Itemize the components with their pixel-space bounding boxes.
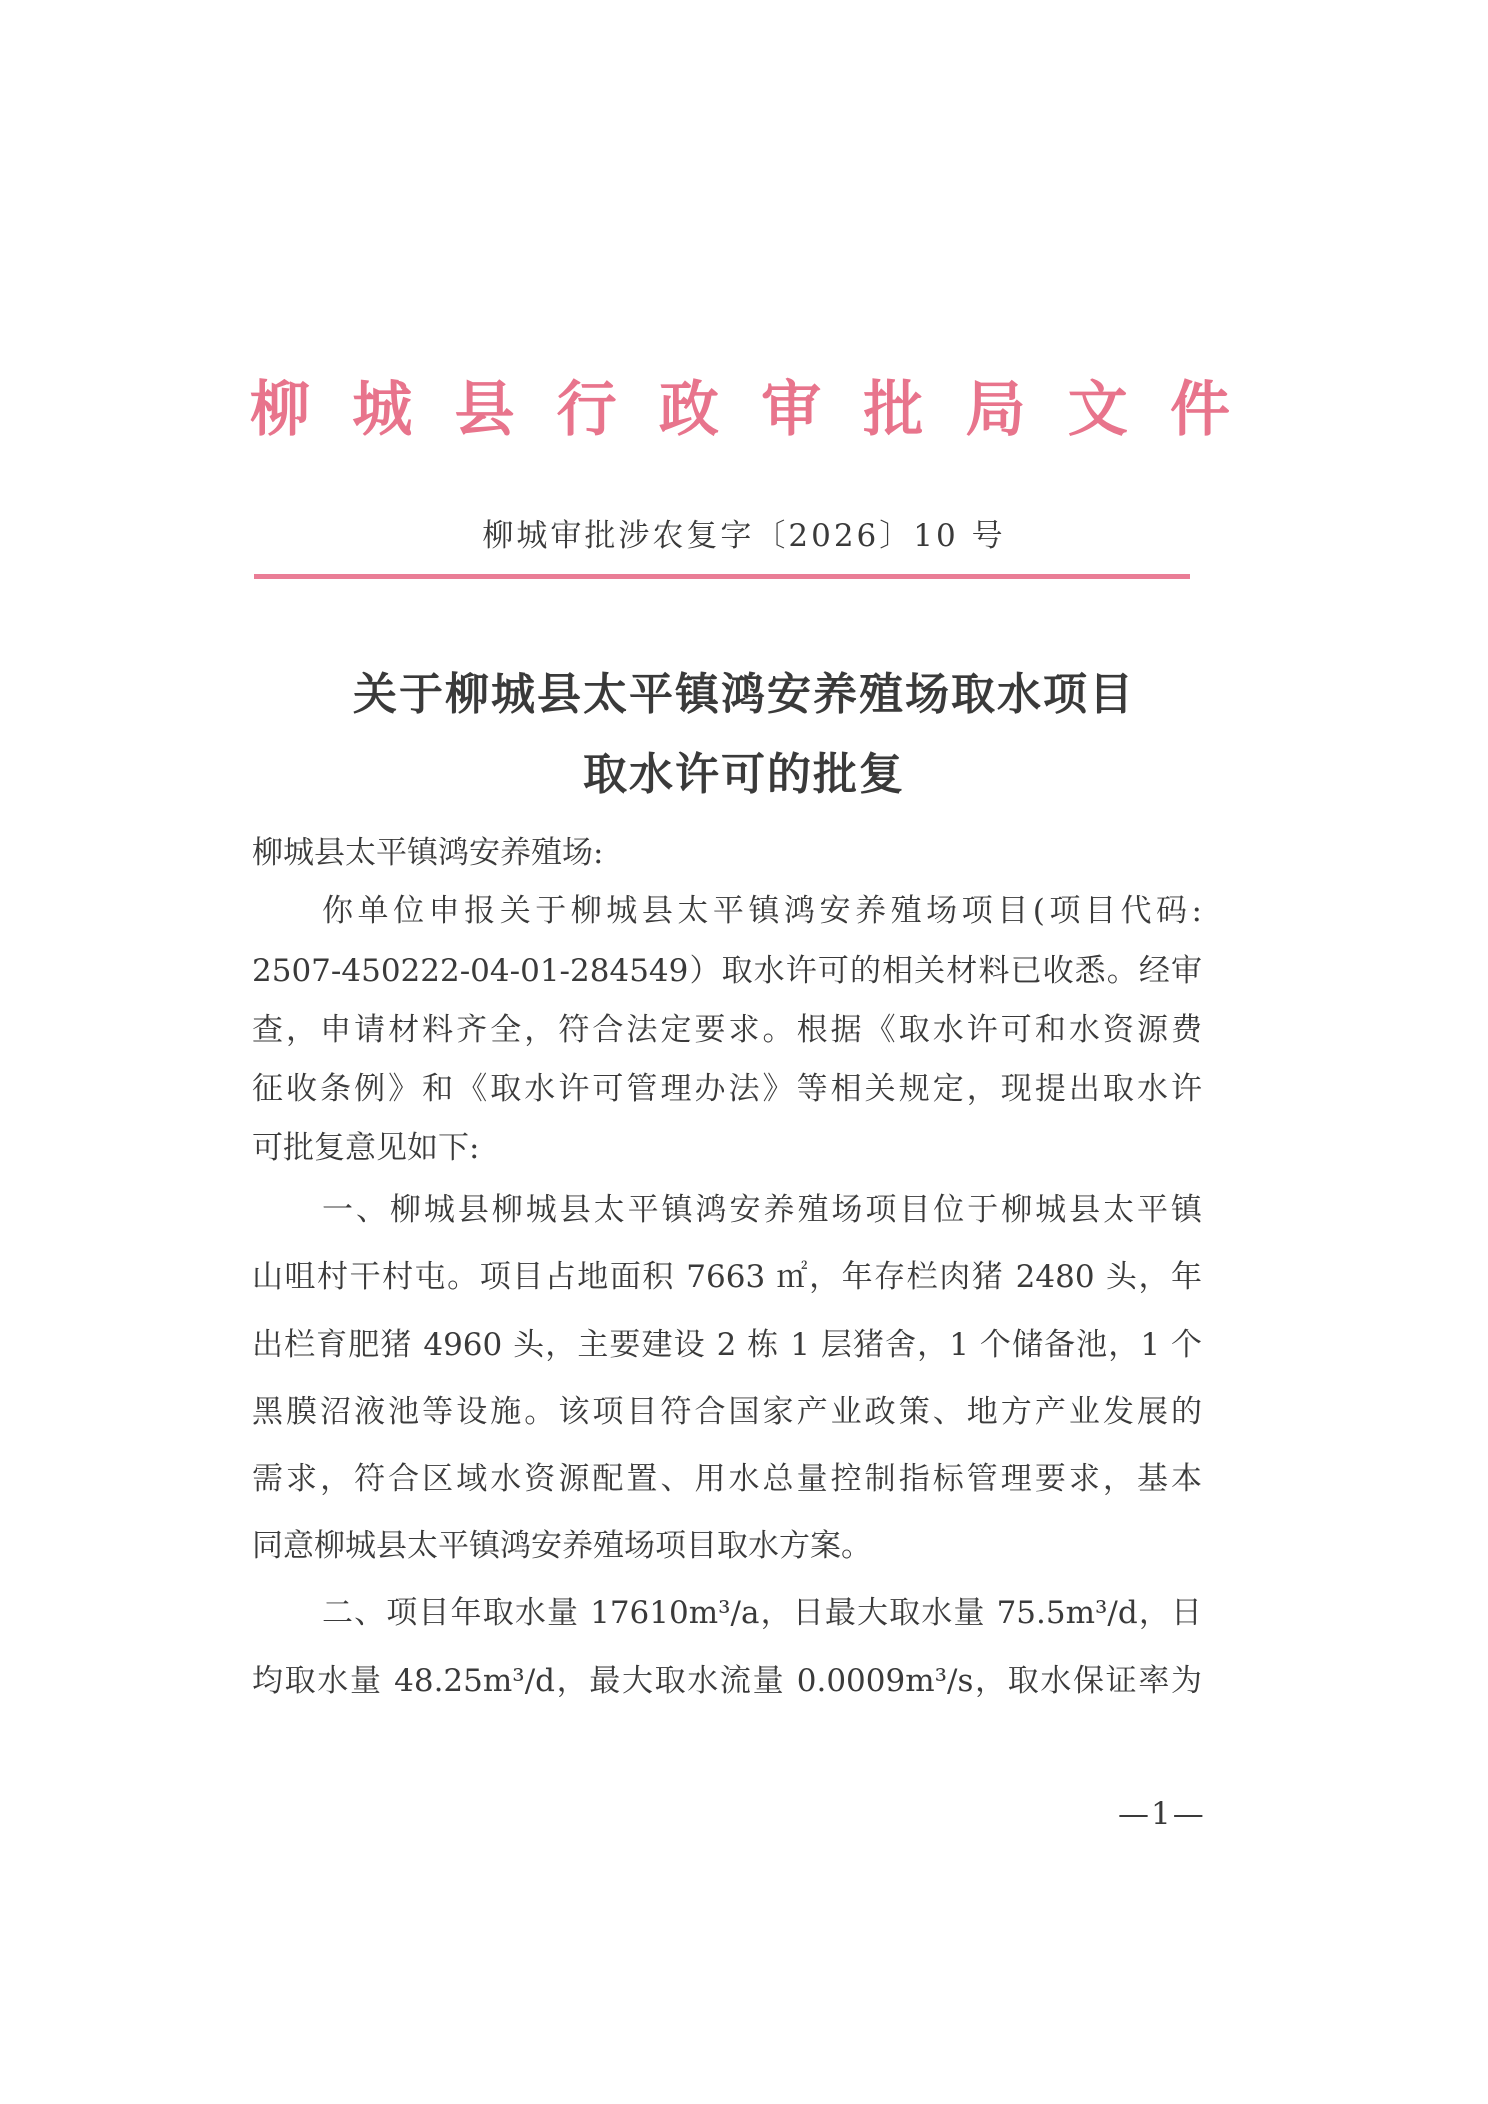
- header-char: 县: [454, 375, 515, 445]
- document-number: 柳城审批涉农复字〔2026〕10 号: [482, 518, 1006, 554]
- body-line: 一、柳城县柳城县太平镇鸿安养殖场项目位于柳城县太平镇: [322, 1192, 1202, 1228]
- body-line: 你单位申报关于柳城县太平镇鸿安养殖场项目(项目代码:: [322, 893, 1202, 929]
- page-number: —1—: [1118, 1796, 1206, 1832]
- body-line: 2507-450222-04-01-284549）取水许可的相关材料已收悉。经审: [252, 953, 1202, 989]
- document-title-line-2: 取水许可的批复: [583, 749, 905, 800]
- body-line: 需求，符合区域水资源配置、用水总量控制指标管理要求，基本: [252, 1461, 1202, 1497]
- header-char: 件: [1169, 375, 1230, 445]
- header-char: 城: [352, 375, 413, 445]
- body-line: 查，申请材料齐全，符合法定要求。根据《取水许可和水资源费: [252, 1012, 1202, 1048]
- header-char: 行: [556, 375, 617, 445]
- body-line: 可批复意见如下:: [252, 1130, 480, 1166]
- header-char: 局: [965, 375, 1026, 445]
- header-char: 文: [1067, 375, 1128, 445]
- body-line: 黑膜沼液池等设施。该项目符合国家产业政策、地方产业发展的: [252, 1394, 1202, 1430]
- body-line: 二、项目年取水量 17610m³/a，日最大取水量 75.5m³/d，日: [322, 1595, 1202, 1631]
- body-line: 均取水量 48.25m³/d，最大取水流量 0.0009m³/s，取水保证率为: [252, 1663, 1202, 1699]
- header-char: 批: [863, 375, 924, 445]
- body-line: 同意柳城县太平镇鸿安养殖场项目取水方案。: [252, 1528, 872, 1564]
- header-char: 审: [761, 375, 822, 445]
- body-line: 出栏育肥猪 4960 头，主要建设 2 栋 1 层猪舍，1 个储备池，1 个: [252, 1327, 1202, 1363]
- header-char: 政: [658, 375, 719, 445]
- body-line: 山咀村干村屯。项目占地面积 7663 ㎡，年存栏肉猪 2480 头，年: [252, 1259, 1202, 1295]
- body-line: 征收条例》和《取水许可管理办法》等相关规定，现提出取水许: [252, 1071, 1202, 1107]
- issuing-authority-header: [250, 360, 1230, 450]
- red-divider-line: [254, 574, 1190, 579]
- salutation: 柳城县太平镇鸿安养殖场:: [252, 835, 604, 871]
- header-char: 柳: [250, 375, 310, 445]
- document-title-line-1: 关于柳城县太平镇鸿安养殖场取水项目: [353, 669, 1135, 720]
